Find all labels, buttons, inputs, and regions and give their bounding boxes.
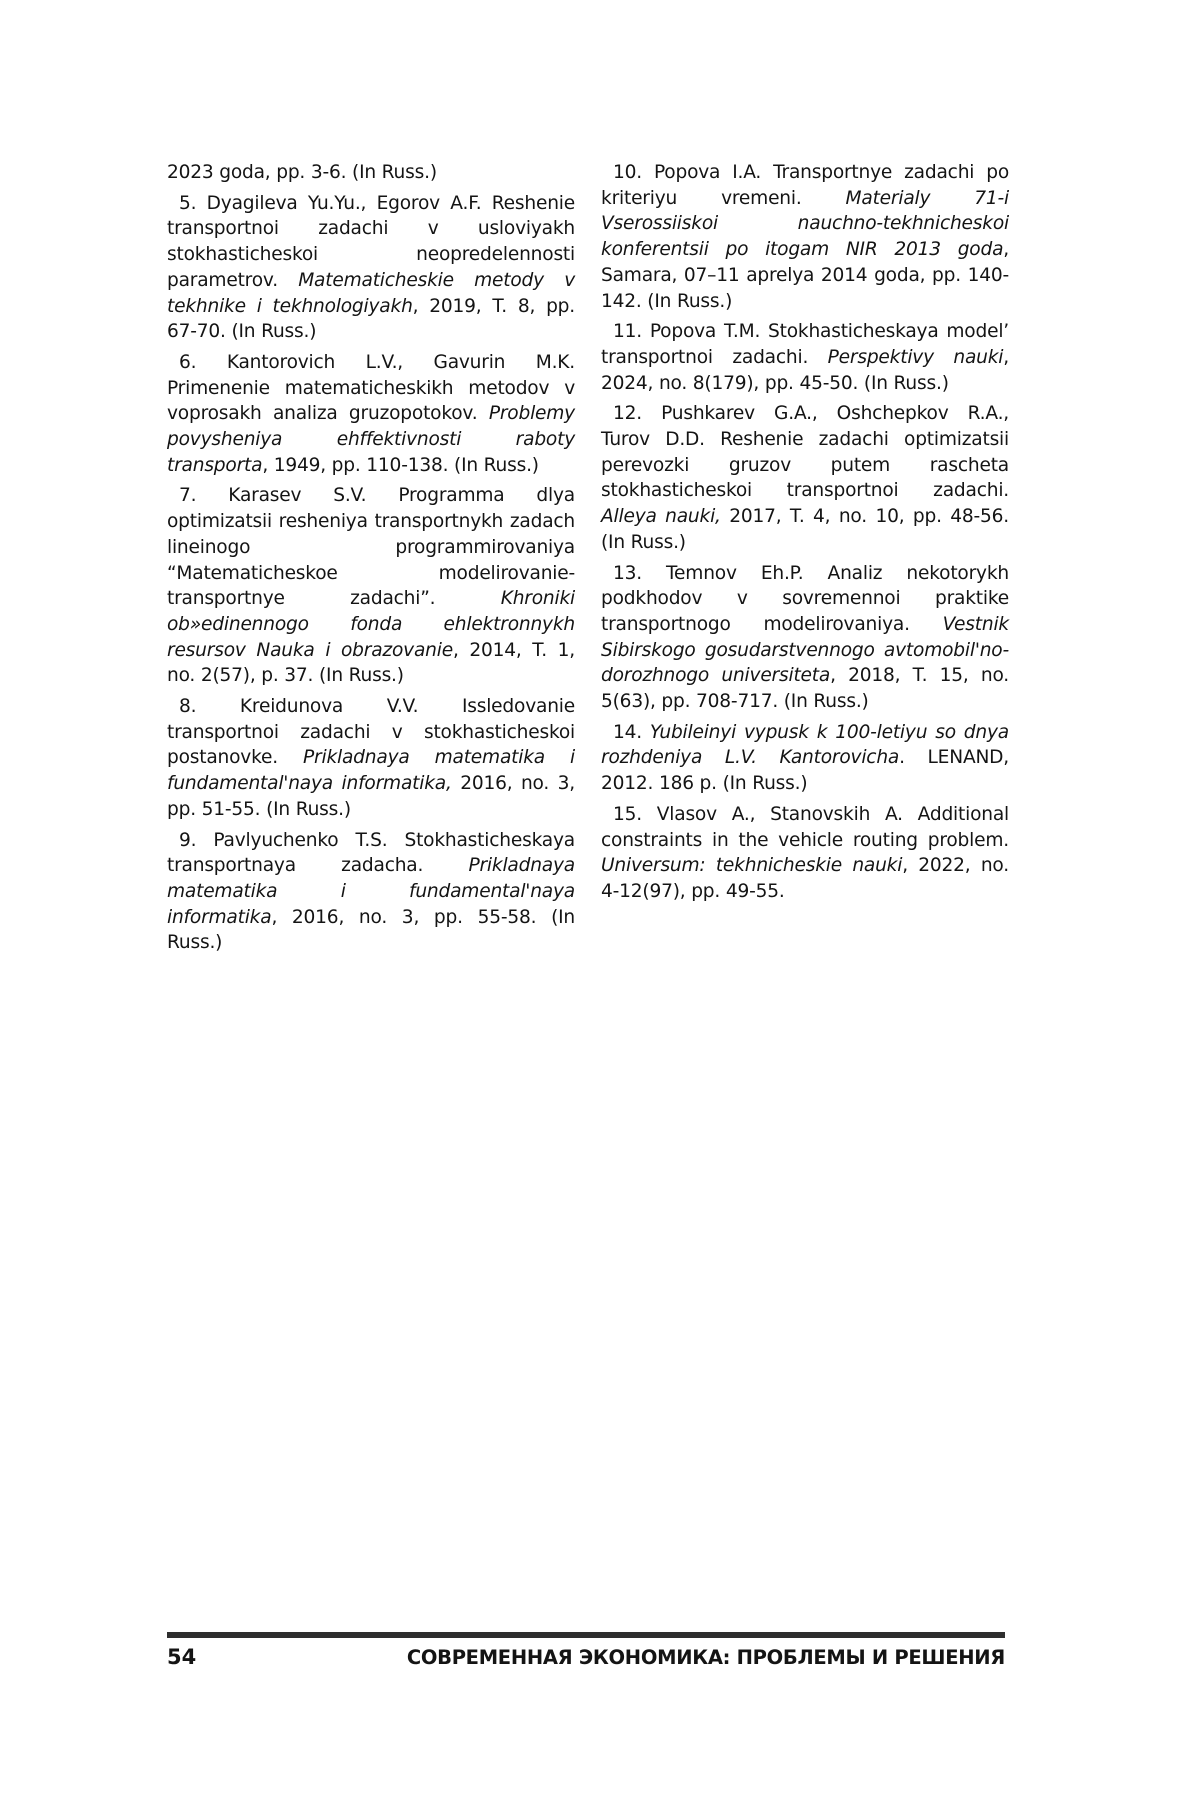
reference-text: . LENAND, 2012. 186 p. (In Russ.) xyxy=(601,747,1009,795)
reference-text: , 2019, T. 8, pp. 67-70. (In Russ.) xyxy=(167,295,575,343)
reference-source-title: Yubileinyi vypusk k 100-letiyu so dnya rozhdeniya L.V. Kantorovicha xyxy=(601,721,1009,769)
reference-text: 11. Popova T.M. Stokhasticheskaya model’ transportnoi zadachi. xyxy=(601,321,1009,368)
reference-source-title: Vestnik Sibirskogo gosudarstvennogo avtomobil'no-dorozhnogo universiteta xyxy=(601,613,1009,687)
reference-entry xyxy=(601,561,1009,715)
reference-text: 9. Pavlyuchenko T.S. Stokhasticheskaya transportnaya zadacha. xyxy=(167,829,575,877)
reference-entry xyxy=(167,828,575,957)
reference-source-title: Matematicheskie metody v tekhnike i tekhnologiyakh xyxy=(167,269,575,317)
page-number: 54 xyxy=(167,1645,197,1669)
reference-text: , 2022, no. 4-12(97), pp. 49-55. xyxy=(601,855,1009,902)
reference-text: 15. Vlasov A., Stanovskih A. Additional constraints in the vehicle routing problem. xyxy=(601,803,1009,851)
reference-source-title: Problemy povysheniya ehffektivnosti raboty transporta xyxy=(167,403,575,476)
reference-text: 7. Karasev S.V. Programma dlya optimizatsii resheniya transportnykh zadach lineinogo programmirovaniya “Matematicheskoe modelirovanie-transportnye zadachi”. xyxy=(167,485,575,610)
reference-text: , 2016, no. 3, pp. 55-58. (In Russ.) xyxy=(167,906,575,954)
reference-text: 8. Kreidunova V.V. Issledovanie transportnoi zadachi v stokhasticheskoi postanovke. xyxy=(167,696,575,769)
reference-text: 10. Popova I.A. Transportnye zadachi po kriteriyu vremeni. xyxy=(601,162,1009,209)
reference-entry xyxy=(601,401,1009,555)
journal-title: СОВРЕМЕННАЯ ЭКОНОМИКА: ПРОБЛЕМЫ И РЕШЕНИЯ xyxy=(406,1646,1005,1669)
reference-entry xyxy=(167,350,575,479)
references-left-column xyxy=(167,160,575,961)
reference-source-title: Alleya nauki, xyxy=(601,506,721,528)
reference-text: 12. Pushkarev G.A., Oshchepkov R.A., Turov D.D. Reshenie zadachi optimizatsii perevozki gruzov putem rascheta stokhasticheskoi transportnoi zadachi. xyxy=(601,403,1009,502)
reference-entry xyxy=(167,160,575,186)
reference-entry xyxy=(601,720,1009,797)
reference-source-title: Perspektivy nauki xyxy=(827,346,1004,368)
reference-source-title: Universum: tekhnicheskie nauki xyxy=(601,855,903,877)
footer-rule xyxy=(167,1632,1005,1638)
reference-source-title: Khroniki ob»edinennogo fonda ehlektronnykh resursov Nauka i obrazovanie xyxy=(167,588,575,661)
reference-text: , Samara, 07–11 aprelya 2014 goda, pp. 140-142. (In Russ.) xyxy=(601,239,1009,312)
reference-entry xyxy=(167,694,575,823)
reference-text: 14. xyxy=(613,721,650,743)
reference-text: , 2018, T. 15, no. 5(63), pp. 708-717. (In Russ.) xyxy=(601,665,1009,713)
reference-text: 2016, no. 3, pp. 51-55. (In Russ.) xyxy=(167,773,575,820)
reference-text: , 2024, no. 8(179), pp. 45-50. (In Russ.) xyxy=(601,346,1009,394)
reference-entry xyxy=(601,319,1009,396)
reference-text: , 2014, T. 1, no. 2(57), p. 37. (In Russ.) xyxy=(167,639,575,687)
reference-text: 13. Temnov Eh.P. Analiz nekotorykh podkhodov v sovremennoi praktike transportnogo modelirovaniya. xyxy=(601,562,1009,635)
reference-entry xyxy=(601,802,1009,905)
reference-entry xyxy=(167,483,575,689)
reference-entry xyxy=(167,191,575,345)
reference-text: 2023 goda, pp. 3-6. (In Russ.) xyxy=(167,162,437,183)
reference-entry xyxy=(601,160,1009,314)
reference-source-title: Materialy 71-i Vserossiiskoi nauchno-tekhnicheskoi konferentsii po itogam NIR 2013 goda xyxy=(601,187,1009,261)
reference-text: , 1949, pp. 110-138. (In Russ.) xyxy=(262,454,539,476)
reference-source-title: Prikladnaya matematika i fundamental'naya informatika xyxy=(167,855,575,928)
reference-source-title: Prikladnaya matematika i fundamental'naya informatika, xyxy=(167,747,575,795)
reference-text: 5. Dyagileva Yu.Yu., Egorov A.F. Reshenie transportnoi zadachi v usloviyakh stokhasticheskoi neopredelennosti parametrov. xyxy=(167,192,575,291)
reference-text: 2017, T. 4, no. 10, pp. 48-56. (In Russ.) xyxy=(601,506,1009,553)
reference-text: 6. Kantorovich L.V., Gavurin M.K. Primenenie matematicheskikh metodov v voprosakh analiza gruzopotokov. xyxy=(167,351,575,425)
references-right-column xyxy=(601,160,1009,910)
